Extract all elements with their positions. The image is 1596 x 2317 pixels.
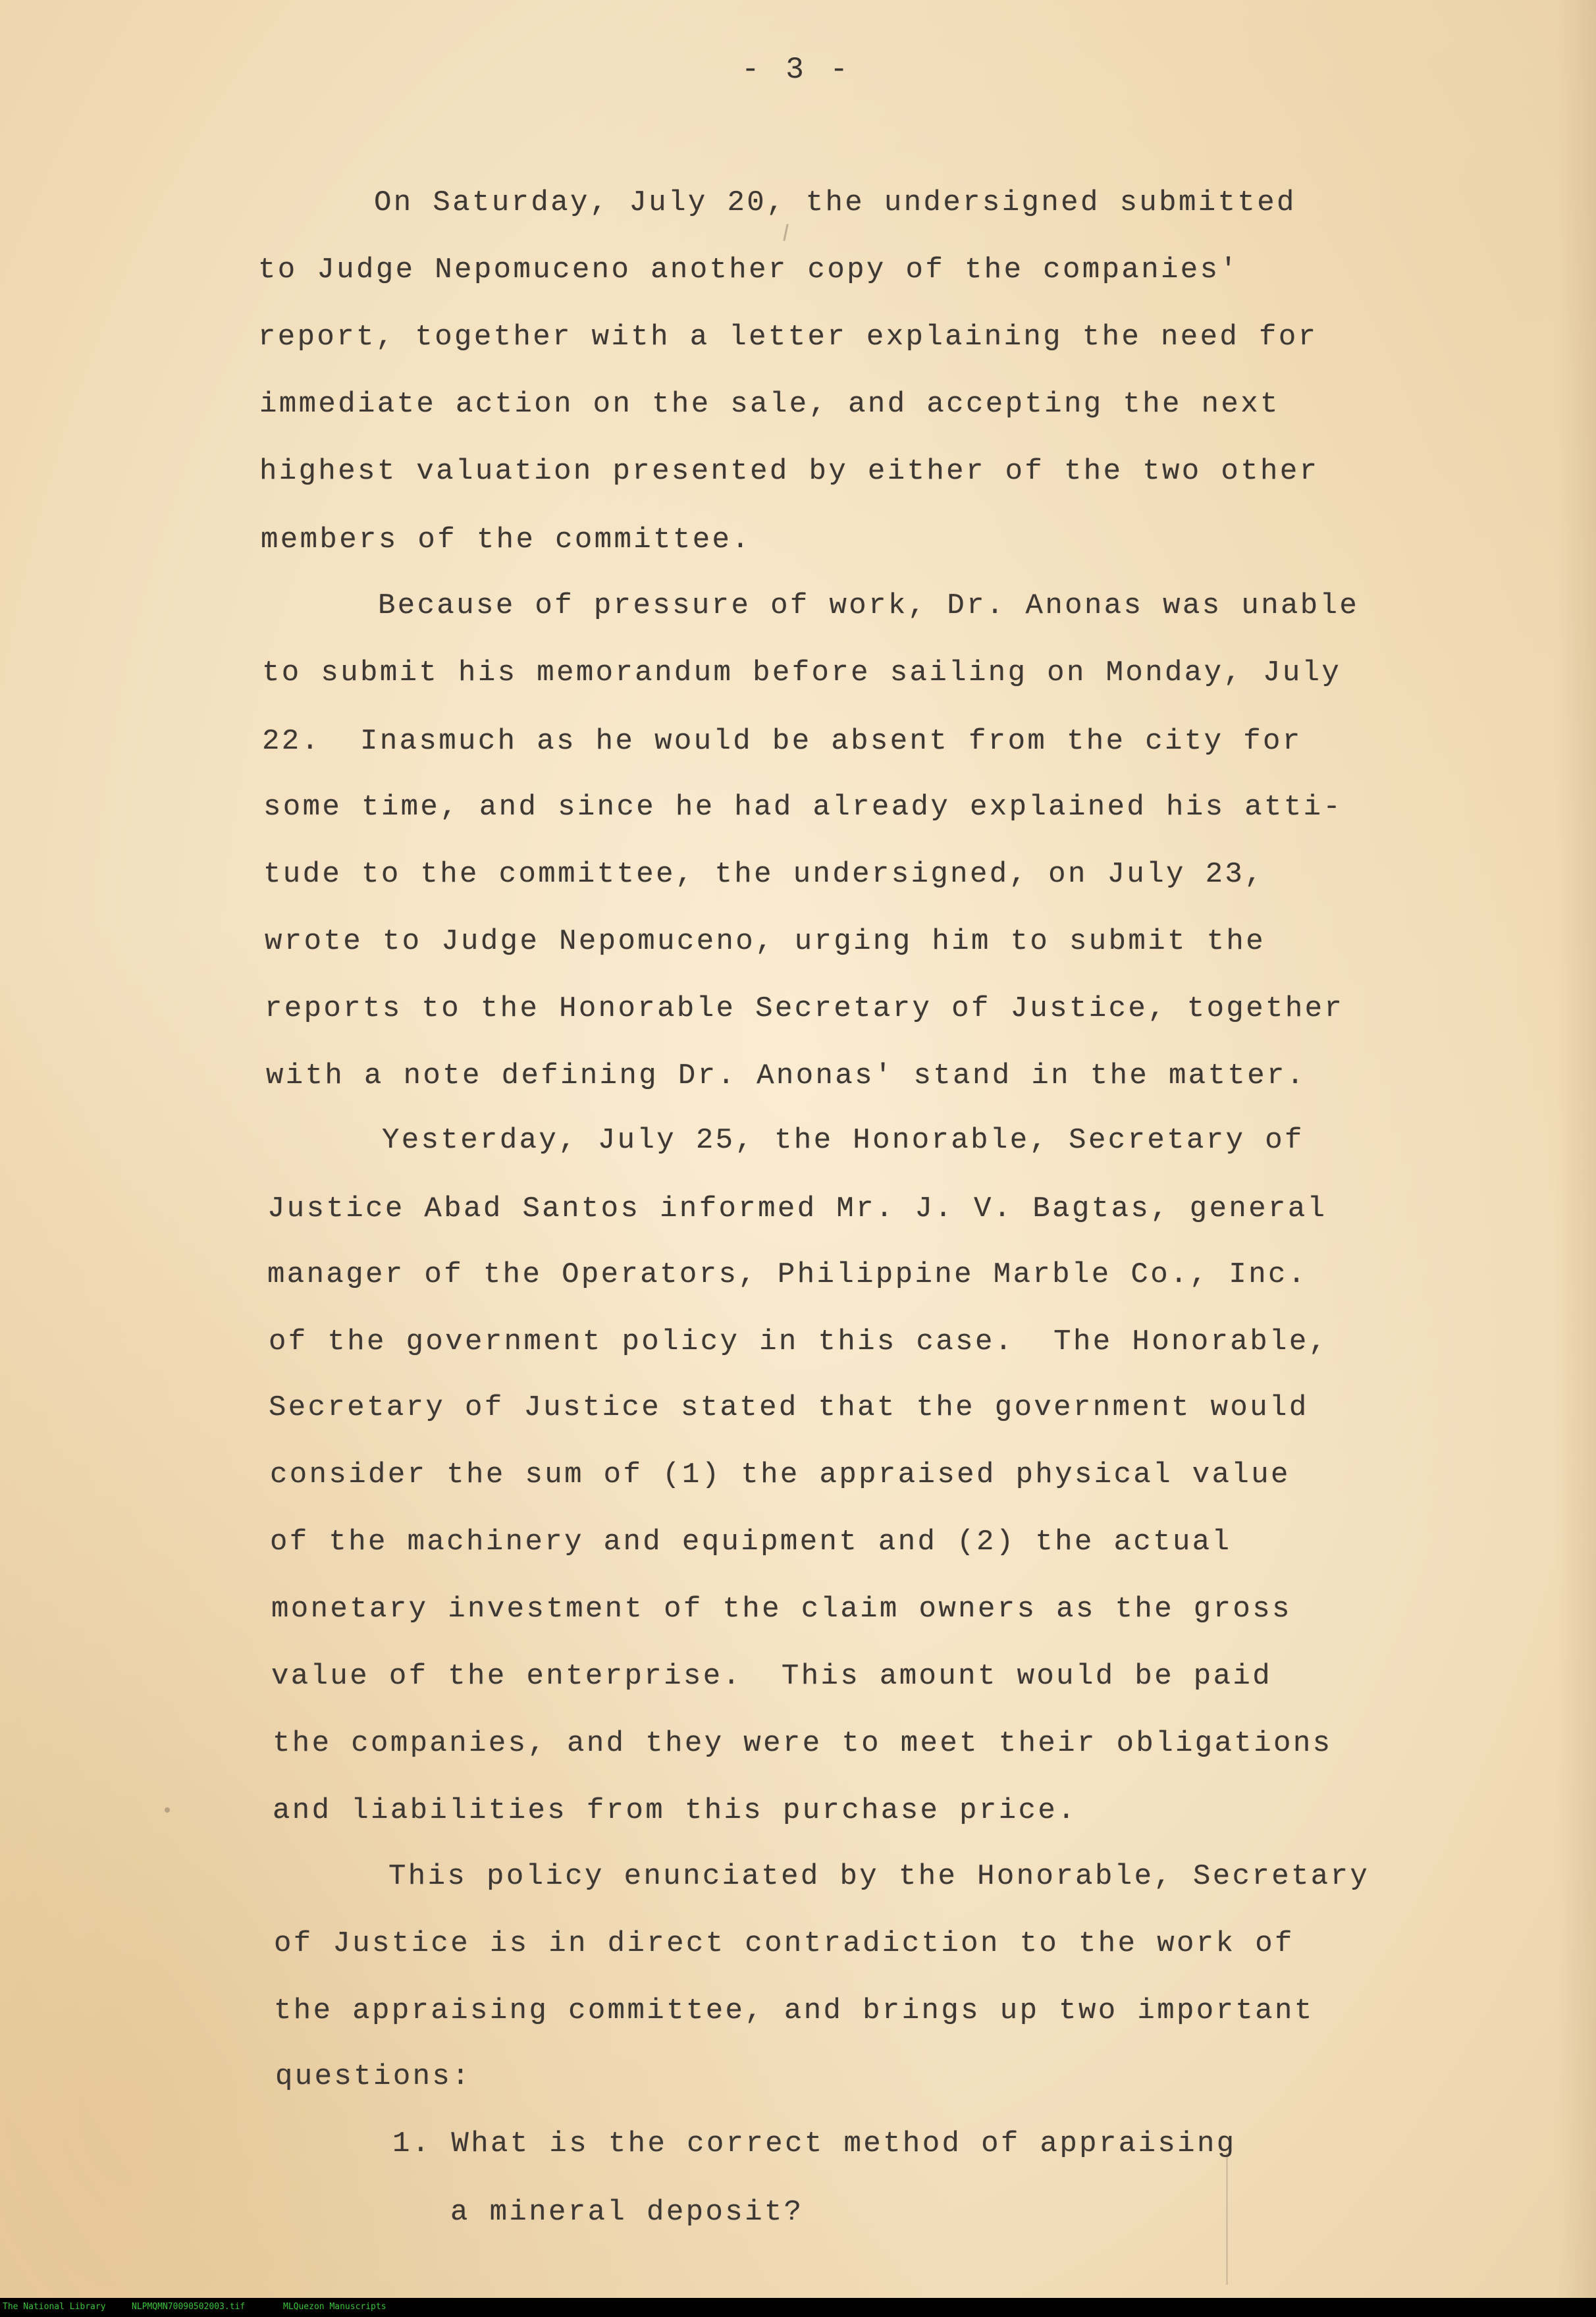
text-line: monetary investment of the claim owners as the gross bbox=[271, 1593, 1292, 1626]
text-line: and liabilities from this purchase price. bbox=[273, 1794, 1077, 1827]
text-line: report, together with a letter explaining the need for bbox=[258, 321, 1318, 354]
text-line: of Justice is in direct contradiction to the work of bbox=[274, 1927, 1294, 1960]
text-line: of the machinery and equipment and (2) the actual bbox=[270, 1526, 1232, 1558]
text-line: to submit his memorandum before sailing on Monday, July bbox=[262, 656, 1342, 689]
text-line: with a note defining Dr. Anonas' stand in the matter. bbox=[266, 1059, 1306, 1092]
text-line: immediate action on the sale, and accepting the next bbox=[259, 388, 1280, 421]
text-line: Because of pressure of work, Dr. Anonas was unable bbox=[378, 589, 1360, 622]
page-edge-shadow bbox=[1556, 0, 1596, 2298]
text-line: Yesterday, July 25, the Honorable, Secretary of bbox=[382, 1124, 1304, 1157]
text-line: On Saturday, July 20, the undersigned submitted bbox=[374, 186, 1296, 219]
footer-file: NLPMQMN70090502003.tif bbox=[132, 2302, 246, 2312]
text-line: highest valuation presented by either of the two other bbox=[259, 455, 1319, 488]
text-line: reports to the Honorable Secretary of Justice, together bbox=[265, 992, 1344, 1025]
text-line: the companies, and they were to meet their obligations bbox=[273, 1727, 1333, 1760]
text-line: of the government policy in this case. The Honorable, bbox=[269, 1325, 1329, 1358]
text-line: the appraising committee, and brings up two important bbox=[274, 1994, 1314, 2027]
paper-crease bbox=[1226, 2153, 1228, 2285]
ink-dot bbox=[165, 1807, 170, 1813]
text-line: manager of the Operators, Philippine Marble Co., Inc. bbox=[267, 1258, 1308, 1291]
text-line: wrote to Judge Nepomuceno, urging him to submit the bbox=[265, 925, 1266, 958]
list-item-text: a mineral deposit? bbox=[450, 2196, 804, 2229]
text-line: consider the sum of (1) the appraised physical value bbox=[270, 1458, 1290, 1491]
footer-collection: MLQuezon Manuscripts bbox=[283, 2302, 386, 2312]
text-line: members of the committee. bbox=[261, 523, 752, 556]
text-line: 22. Inasmuch as he would be absent from the city for bbox=[262, 725, 1302, 758]
text-line: value of the enterprise. This amount would be paid bbox=[271, 1660, 1273, 1693]
text-line: Secretary of Justice stated that the government would bbox=[269, 1391, 1309, 1424]
text-line: tude to the committee, the undersigned, on July 23, bbox=[263, 858, 1265, 891]
ink-mark bbox=[783, 224, 788, 241]
list-item-text: 1. What is the correct method of appraising bbox=[392, 2127, 1237, 2160]
text-line: some time, and since he had already explained his atti- bbox=[263, 791, 1343, 824]
text-line: This policy enunciated by the Honorable, Secretary bbox=[388, 1860, 1370, 1893]
page-number: - 3 - bbox=[741, 53, 853, 87]
text-line: Justice Abad Santos informed Mr. J. V. Bagtas, general bbox=[267, 1192, 1327, 1225]
text-line: to Judge Nepomuceno another copy of the companies' bbox=[258, 253, 1240, 286]
footer-library: The National Library bbox=[3, 2302, 106, 2312]
text-line: questions: bbox=[275, 2060, 472, 2093]
